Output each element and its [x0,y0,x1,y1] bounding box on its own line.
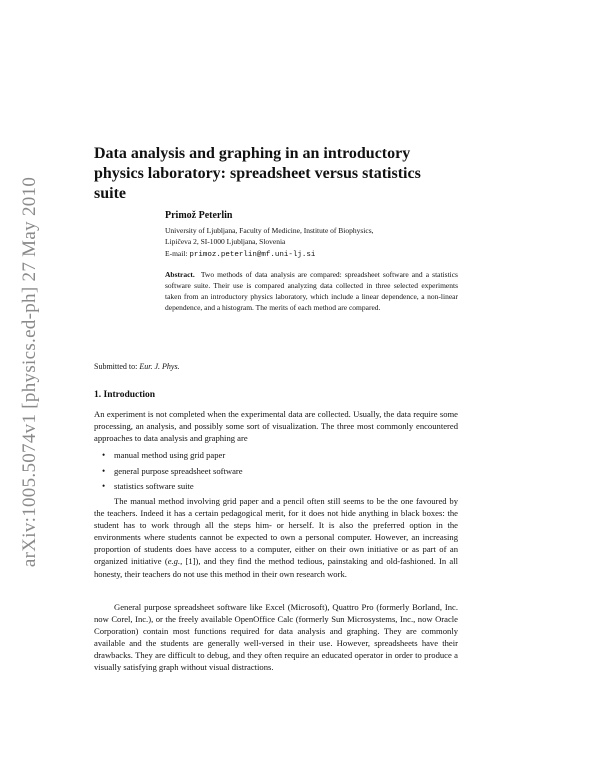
list-item: • general purpose spreadsheet software [102,465,402,481]
abstract [165,269,458,313]
email-label: E-mail: [165,249,188,258]
email-address[interactable]: primoz.peterlin@mf.uni-lj.si [189,251,316,259]
list-item: • statistics software suite [102,480,402,496]
intro-paragraph-2 [94,495,458,580]
intro-paragraph-3: General purpose spreadsheet software like Excel (Microsoft), Quattro Pro (formerly Borland, Inc. now Corel, Inc.), or the freely available OpenOffice Calc (formerly Sun Microsystems, Inc., now Oracle Corporation) contain most functions required for data analysis and graphing. They are commonly available and the students are generally well-versed in their use. However, spreadsheets have their drawbacks. They are difficult to debug, and they often require an educated operator in order to produce a visually satisfying graph without visual distractions. [94,602,458,673]
intro-paragraph-1: An experiment is not completed when the experimental data are collected. Usually, the data require some processing, an analysis, and possibly some sort of visualization. The three most commonly encountered approaches to data analysis and graphing are [94,409,458,444]
abstract-text: Two methods of data analysis are compared: spreadsheet software and a statistics software suite. Their use is compared analyzing data collected in three selected experiments taken from an introductory physics laboratory, which include a linear dependence, a non-linear dependence, and a histogram. The merits of each method are compared. [165,270,458,312]
submitted-label: Submitted to: [94,362,138,371]
arxiv-identifier: arXiv:1005.5074v1 [physics.ed-ph] 27 May 2010 [19,176,40,568]
author-name: Primož Peterlin [165,210,233,221]
paper-title: Data analysis and graphing in an introductory physics laboratory: spreadsheet versus statistics suite [94,145,421,202]
abstract-label: Abstract. [165,270,195,279]
para2-eg: e.g. [167,556,181,567]
author-affiliation [165,225,465,247]
arxiv-sidebar [18,162,42,582]
author-email [165,249,315,259]
para2-part-b: , [1]), and they find the method tedious, painstaking and old-fashioned. In all honesty, their teachers do not use this method in their own research work. [94,556,459,579]
approach-list [102,449,402,496]
submission-note [94,362,180,371]
section-heading: 1. Introduction [94,390,156,400]
submitted-journal: Eur. J. Phys. [139,362,180,371]
para2-part-a: The manual method involving grid paper and a pencil often still seems to be the one favoured by the teachers. Indeed it has a certain pedagogical merit, for it does not hide anything in black boxes: the student has to work through all the steps him- or herself. It is also the preferred option in the environments where students cannot be expected to own a personal computer. However, an increasing proportion of students does have access to a computer, either on their own initiative or as part of an organized initiative ( [94,496,458,567]
affiliation-line-2: Lipičeva 2, SI-1000 Ljubljana, Slovenia [165,237,286,246]
affiliation-line-1: University of Ljubljana, Faculty of Medicine, Institute of Biophysics, [165,226,374,235]
list-item: • manual method using grid paper [102,449,402,465]
